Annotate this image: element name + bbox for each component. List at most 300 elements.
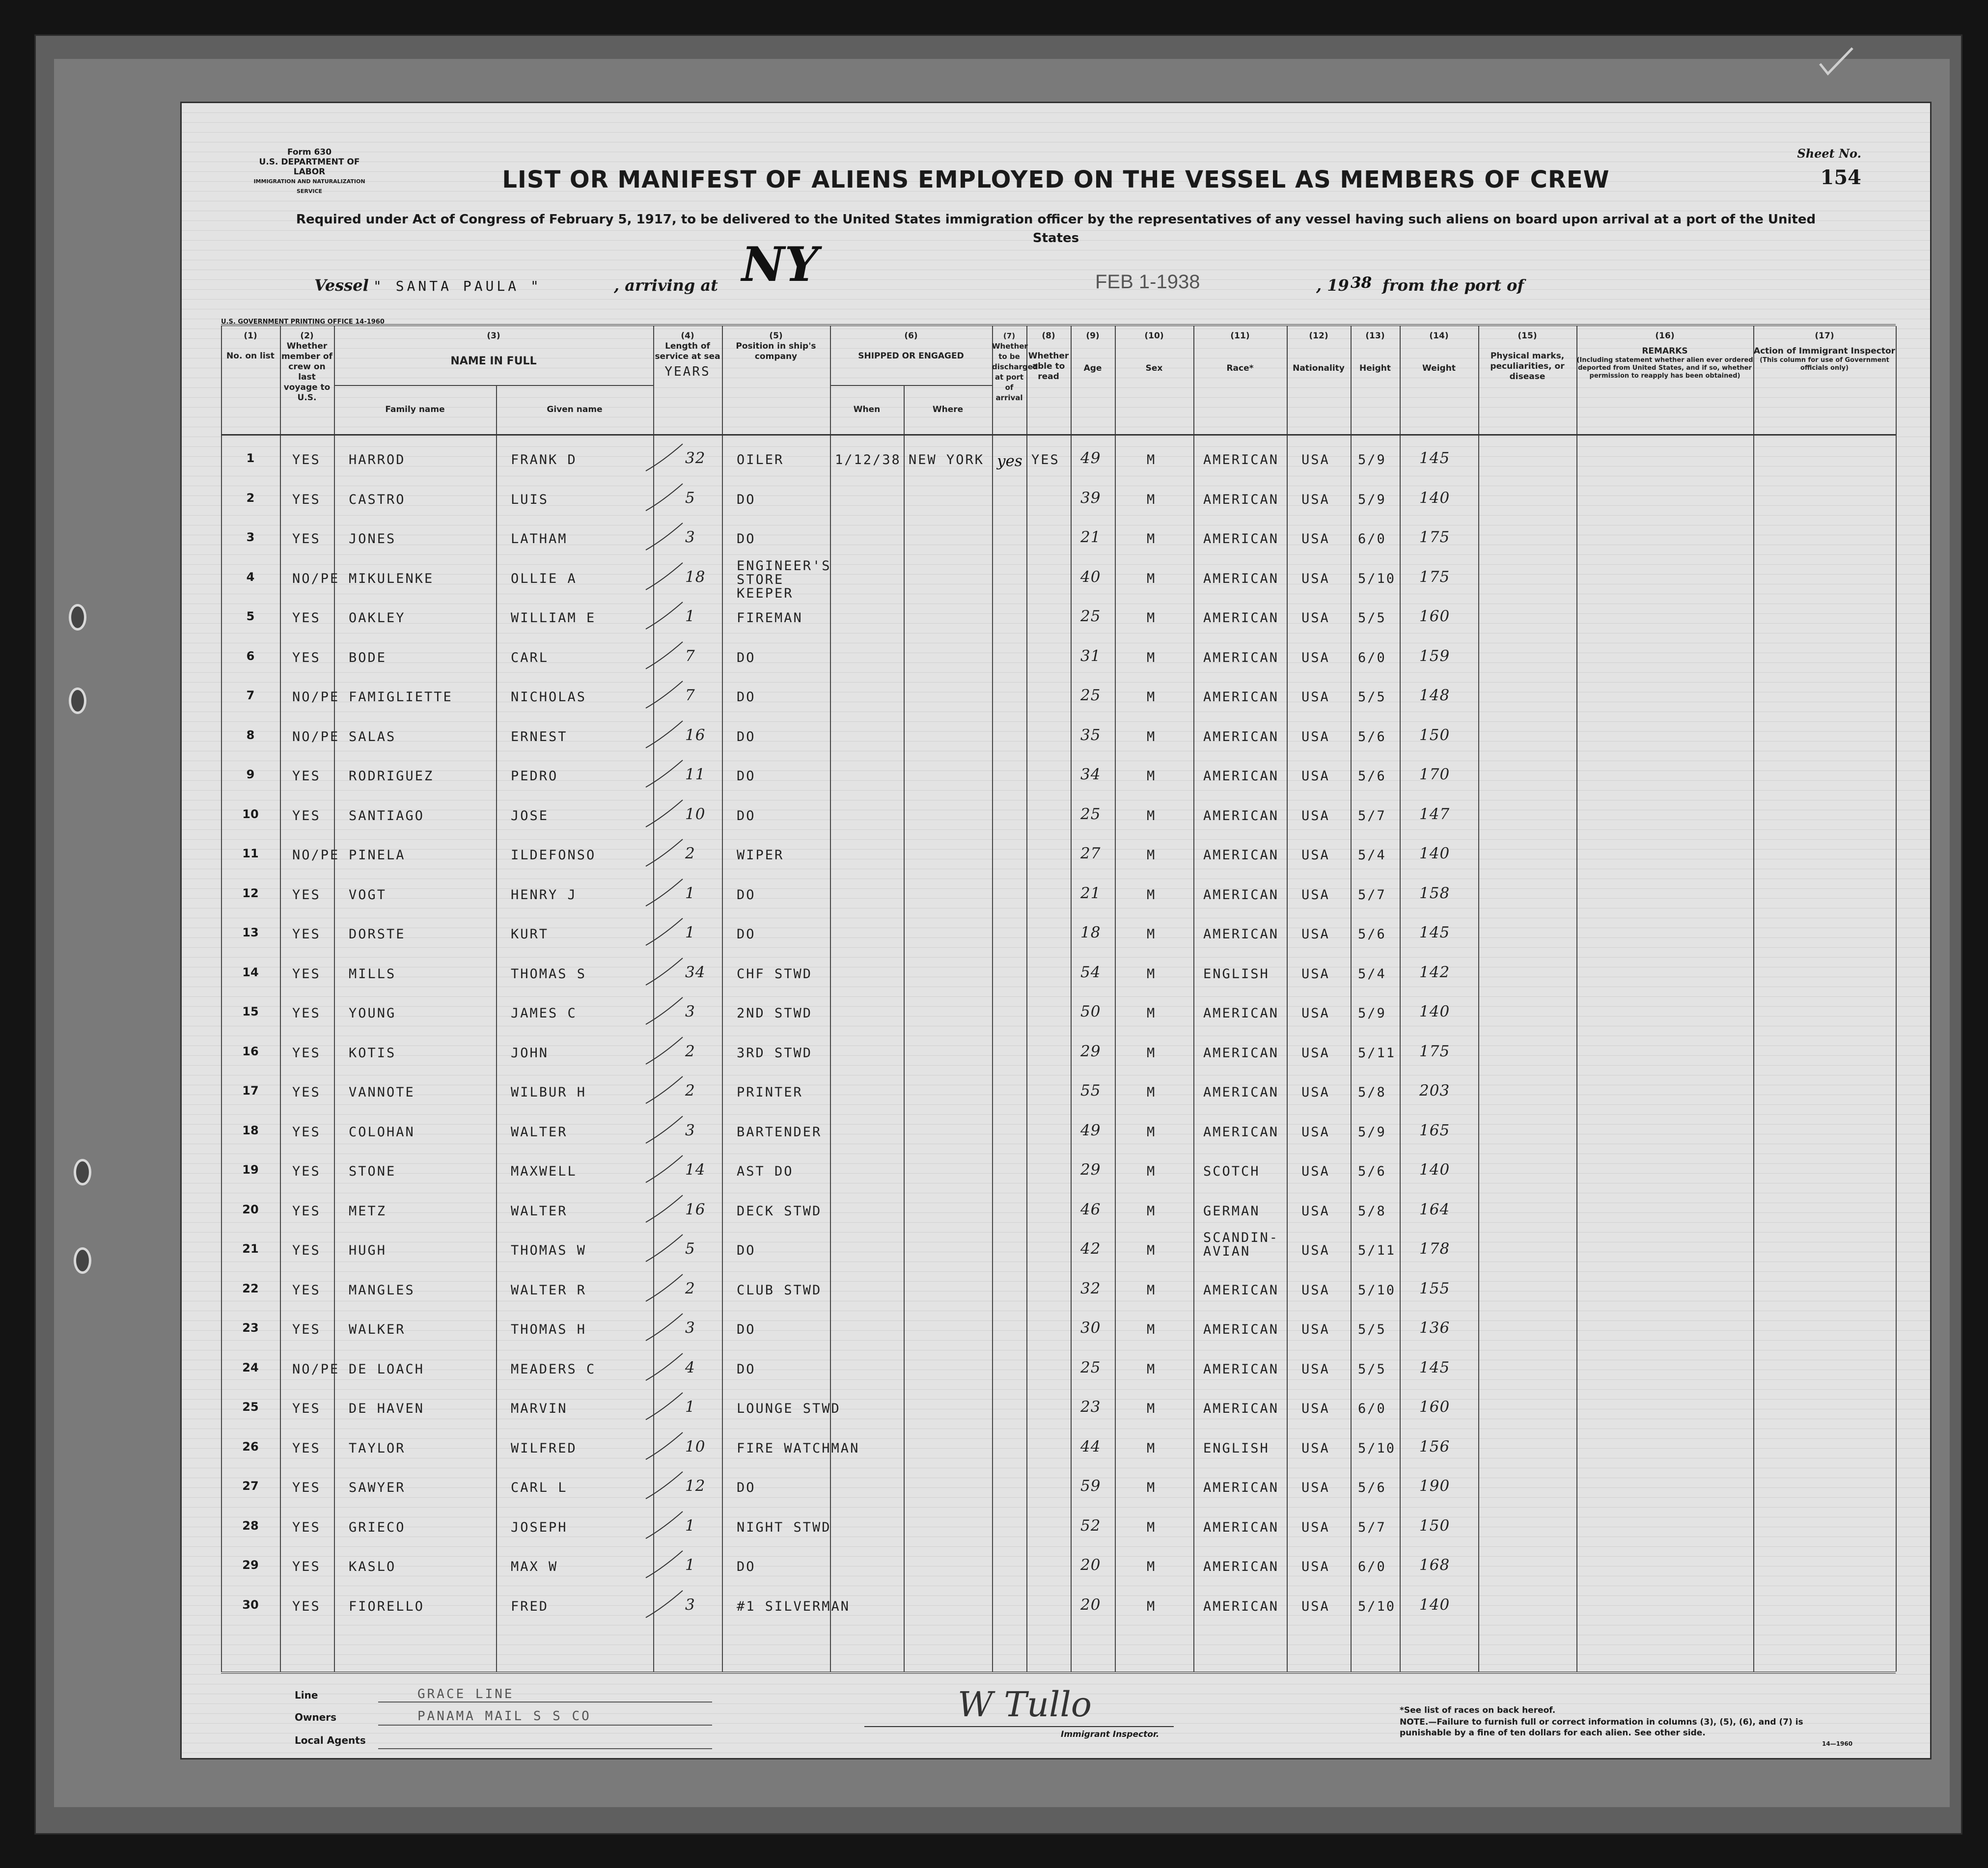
cell-given: MAX W <box>511 1559 558 1574</box>
cell-prev: NO/PE <box>292 689 340 705</box>
cell-read: YES <box>1031 452 1060 467</box>
col15-header: (15) Physical marks, peculiarities, or disease <box>1490 331 1565 382</box>
signature-line <box>864 1726 1174 1727</box>
cell-position: DO <box>737 531 756 547</box>
cell-age: 42 <box>1080 1240 1101 1258</box>
cell-family: OAKLEY <box>349 610 406 626</box>
cell-nat: USA <box>1301 887 1330 903</box>
cell-family: PINELA <box>349 848 406 863</box>
shipped-where-header: Where <box>932 405 964 414</box>
cell-age: 25 <box>1080 607 1101 625</box>
cell-service: 3 <box>685 1319 695 1337</box>
cell-height: 5/6 <box>1358 1480 1386 1495</box>
cell-sex: M <box>1147 1480 1157 1495</box>
cell-nat: USA <box>1301 1361 1330 1377</box>
cell-family: YOUNG <box>349 1006 396 1021</box>
cell-given: CARL <box>511 650 549 665</box>
cell-service: 12 <box>685 1477 706 1495</box>
cell-age: 44 <box>1080 1437 1101 1456</box>
cell-race: AMERICAN <box>1203 531 1279 547</box>
row-number: 25 <box>242 1400 259 1414</box>
cell-weight: 147 <box>1419 805 1450 823</box>
col8-header: (8) Whether able to read <box>1028 331 1069 382</box>
pencil-tick-icon <box>643 916 688 950</box>
cell-prev: NO/PE <box>292 729 340 744</box>
table-row <box>221 1163 1896 1203</box>
cell-prev: YES <box>292 927 321 942</box>
col1-header: (1) No. on list <box>226 331 275 361</box>
cell-family: MILLS <box>349 966 396 982</box>
row-number: 27 <box>242 1479 259 1493</box>
cell-sex: M <box>1147 966 1157 982</box>
cell-service: 1 <box>685 1398 695 1416</box>
race-note: *See list of races on back hereof. <box>1400 1705 1556 1715</box>
row-number: 10 <box>242 807 259 821</box>
cell-position: #1 SILVERMAN <box>737 1598 851 1614</box>
cell-race: AMERICAN <box>1203 729 1279 744</box>
cell-weight: 145 <box>1419 924 1450 941</box>
cell-prev: YES <box>292 610 321 626</box>
cell-service: 1 <box>685 884 695 902</box>
cell-nat: USA <box>1301 1243 1330 1258</box>
cell-given: MAXWELL <box>511 1164 577 1179</box>
cell-nat: USA <box>1301 1598 1330 1614</box>
cell-given: THOMAS S <box>511 966 587 982</box>
cell-service: 3 <box>685 1595 695 1614</box>
vessel-label: Vessel <box>314 276 369 295</box>
cell-position: DO <box>737 1480 756 1495</box>
cell-prev: YES <box>292 650 321 665</box>
cell-age: 21 <box>1080 884 1101 902</box>
cell-weight: 150 <box>1419 726 1450 744</box>
col12-header: (12) Nationality <box>1293 331 1345 373</box>
row-number: 1 <box>246 451 255 465</box>
cell-sex: M <box>1147 452 1157 467</box>
row-number: 29 <box>242 1558 259 1572</box>
cell-position: FIRE WATCHMAN <box>737 1440 860 1456</box>
cell-service: 2 <box>685 845 695 862</box>
table-bottom-rule <box>221 1672 1896 1674</box>
vessel-line <box>314 237 1788 301</box>
row-number: 18 <box>242 1123 259 1137</box>
binder-hole <box>69 604 86 631</box>
cell-weight: 140 <box>1419 1595 1450 1614</box>
agents-label: Local Agents <box>295 1734 366 1746</box>
cell-weight: 148 <box>1419 687 1450 704</box>
cell-service: 16 <box>685 726 706 744</box>
manifest-page <box>182 103 1930 1758</box>
cell-age: 27 <box>1080 845 1101 862</box>
table-row <box>221 688 1896 728</box>
cell-weight: 203 <box>1419 1082 1450 1099</box>
table-row <box>221 728 1896 768</box>
cell-height: 5/5 <box>1358 1322 1386 1337</box>
pencil-tick-icon <box>643 1390 688 1425</box>
row-number: 15 <box>242 1005 259 1018</box>
cell-race: AMERICAN <box>1203 571 1279 586</box>
pencil-tick-icon <box>643 718 688 753</box>
cell-prev: YES <box>292 1243 321 1258</box>
cell-family: BODE <box>349 650 387 665</box>
binder-hole <box>74 1159 91 1185</box>
row-number: 24 <box>242 1360 259 1374</box>
pencil-tick-icon <box>643 481 688 516</box>
cell-given: WILBUR H <box>511 1085 587 1100</box>
cell-height: 5/5 <box>1358 1361 1386 1377</box>
sheet-number: 154 <box>1820 166 1861 189</box>
cell-sex: M <box>1147 689 1157 705</box>
cell-nat: USA <box>1301 927 1330 942</box>
cell-position: OILER <box>737 452 784 467</box>
cell-height: 5/9 <box>1358 1006 1386 1021</box>
arriving-label: , arriving at <box>614 276 718 295</box>
cell-given: WALTER <box>511 1124 568 1140</box>
sheet-number-label: Sheet No. <box>1797 146 1861 161</box>
table-row <box>221 1358 1896 1401</box>
cell-race: AMERICAN <box>1203 887 1279 903</box>
pencil-tick-icon <box>643 521 688 555</box>
cell-prev: YES <box>292 1045 321 1061</box>
cell-given: ILDEFONSO <box>511 848 596 863</box>
cell-service: 1 <box>685 607 695 625</box>
cell-race: AMERICAN <box>1203 927 1279 942</box>
cell-family: KASLO <box>349 1559 396 1574</box>
cell-nat: USA <box>1301 452 1330 467</box>
cell-sex: M <box>1147 808 1157 824</box>
cell-given: FRANK D <box>511 452 577 467</box>
cell-height: 6/0 <box>1358 1401 1386 1416</box>
cell-sex: M <box>1147 1440 1157 1456</box>
cell-prev: YES <box>292 1598 321 1614</box>
cell-prev: YES <box>292 1322 321 1337</box>
cell-family: SANTIAGO <box>349 808 425 824</box>
cell-position: 3RD STWD <box>737 1045 813 1061</box>
cell-weight: 168 <box>1419 1556 1450 1574</box>
cell-service: 2 <box>685 1279 695 1297</box>
cell-age: 55 <box>1080 1082 1101 1099</box>
row-number: 22 <box>242 1281 259 1295</box>
line-value: GRACE LINE <box>417 1687 514 1702</box>
cell-position: PRINTER <box>737 1085 803 1100</box>
cell-age: 20 <box>1080 1595 1101 1614</box>
cell-age: 21 <box>1080 528 1101 546</box>
cell-age: 46 <box>1080 1200 1101 1218</box>
cell-height: 5/6 <box>1358 729 1386 744</box>
cell-position: CLUB STWD <box>737 1282 822 1298</box>
cell-when: 1/12/38 <box>835 452 901 467</box>
cell-weight: 164 <box>1419 1200 1450 1218</box>
cell-age: 39 <box>1080 489 1101 507</box>
cell-sex: M <box>1147 1401 1157 1416</box>
penalty-note: NOTE.—Failure to furnish full or correct information in columns (3), (5), (6), and (7) is punishable by a fine of ten dollars for each alien. See other side. <box>1400 1717 1803 1738</box>
table-row <box>221 965 1896 1005</box>
cell-service: 5 <box>685 1240 695 1258</box>
cell-race: AMERICAN <box>1203 1559 1279 1574</box>
cell-nat: USA <box>1301 1322 1330 1337</box>
row-number: 21 <box>242 1242 259 1256</box>
cell-service: 3 <box>685 528 695 546</box>
cell-given: JOSE <box>511 808 549 824</box>
cell-prev: YES <box>292 531 321 547</box>
cell-family: FIORELLO <box>349 1598 425 1614</box>
pencil-tick-icon <box>643 877 688 911</box>
table-row <box>221 1558 1896 1598</box>
cell-race: AMERICAN <box>1203 769 1279 784</box>
cell-weight: 178 <box>1419 1240 1450 1258</box>
cell-age: 49 <box>1080 1121 1101 1139</box>
cell-age: 25 <box>1080 1358 1101 1376</box>
table-row <box>221 1044 1896 1084</box>
pencil-tick-icon <box>643 758 688 792</box>
service-name: IMMIGRATION AND NATURALIZATION SERVICE <box>253 178 365 194</box>
cell-age: 31 <box>1080 647 1101 665</box>
cell-height: 5/11 <box>1358 1045 1396 1061</box>
cell-race: GERMAN <box>1203 1203 1260 1219</box>
printer-note: U.S. GOVERNMENT PRINTING OFFICE 14-1960 <box>221 318 385 326</box>
vessel-name: " SANTA PAULA " <box>373 278 542 294</box>
table-row <box>221 1230 1896 1282</box>
cell-nat: USA <box>1301 808 1330 824</box>
cell-prev: YES <box>292 492 321 507</box>
col16-header: (16) REMARKS (Including statement whether alien ever ordered deported from United States, and if so, whether permission to reapply has been obtained) <box>1576 331 1753 380</box>
cell-prev: YES <box>292 1559 321 1574</box>
table-row <box>221 1084 1896 1124</box>
cell-prev: YES <box>292 1480 321 1495</box>
cell-family: CASTRO <box>349 492 406 507</box>
cell-given: ERNEST <box>511 729 568 744</box>
table-row <box>221 530 1896 570</box>
cell-given: WALTER <box>511 1203 568 1219</box>
cell-nat: USA <box>1301 769 1330 784</box>
cell-nat: USA <box>1301 1401 1330 1416</box>
cell-given: OLLIE A <box>511 571 577 586</box>
page-title: LIST OR MANIFEST OF ALIENS EMPLOYED ON THE VESSEL AS MEMBERS OF CREW <box>502 166 1610 193</box>
cell-weight: 140 <box>1419 1161 1450 1179</box>
cell-prev: YES <box>292 1164 321 1179</box>
cell-given: THOMAS H <box>511 1322 587 1337</box>
cell-sex: M <box>1147 1124 1157 1140</box>
cell-age: 30 <box>1080 1319 1101 1337</box>
cell-service: 3 <box>685 1003 695 1020</box>
cell-height: 5/9 <box>1358 1124 1386 1140</box>
cell-nat: USA <box>1301 1282 1330 1298</box>
row-number: 19 <box>242 1163 259 1177</box>
cell-family: METZ <box>349 1203 387 1219</box>
cell-service: 34 <box>685 963 706 981</box>
owners-value: PANAMA MAIL S S CO <box>417 1709 591 1724</box>
cell-position: DO <box>737 927 756 942</box>
cell-race: AMERICAN <box>1203 848 1279 863</box>
row-number: 4 <box>246 570 255 584</box>
table-row <box>221 1400 1896 1440</box>
cell-nat: USA <box>1301 492 1330 507</box>
cell-given: JOSEPH <box>511 1519 568 1535</box>
cell-position: FIREMAN <box>737 610 803 626</box>
cell-race: AMERICAN <box>1203 452 1279 467</box>
shipped-header-rule <box>830 385 992 386</box>
cell-height: 5/10 <box>1358 571 1396 586</box>
pencil-tick-icon <box>643 1232 688 1266</box>
cell-sex: M <box>1147 887 1157 903</box>
col14-header: (14) Weight <box>1422 331 1456 373</box>
pencil-tick-icon <box>643 797 688 832</box>
cell-race: ENGLISH <box>1203 966 1270 982</box>
cell-nat: USA <box>1301 571 1330 586</box>
cell-nat: USA <box>1301 1006 1330 1021</box>
cell-weight: 136 <box>1419 1319 1450 1337</box>
row-number: 26 <box>242 1439 259 1454</box>
cell-height: 5/9 <box>1358 452 1386 467</box>
cell-nat: USA <box>1301 1085 1330 1100</box>
cell-nat: USA <box>1301 1124 1330 1140</box>
cell-given: PEDRO <box>511 769 558 784</box>
cell-weight: 190 <box>1419 1477 1450 1495</box>
cell-prev: YES <box>292 1203 321 1219</box>
cell-sex: M <box>1147 1203 1157 1219</box>
cell-family: HARROD <box>349 452 406 467</box>
name-header-rule <box>334 385 653 386</box>
cell-family: STONE <box>349 1164 396 1179</box>
pencil-tick-icon <box>643 1430 688 1464</box>
cell-sex: M <box>1147 1519 1157 1535</box>
cell-age: 18 <box>1080 924 1101 941</box>
pencil-tick-icon <box>643 1588 688 1622</box>
cell-family: VOGT <box>349 887 387 903</box>
row-number: 14 <box>242 965 259 979</box>
cell-height: 5/5 <box>1358 689 1386 705</box>
page-subtitle: Required under Act of Congress of February 5, 1917, to be delivered to the United States immigration officer by the representatives of any vessel having such aliens on board upon arrival at a port of the United States <box>296 212 1816 246</box>
cell-service: 11 <box>685 766 706 783</box>
cell-race: AMERICAN <box>1203 650 1279 665</box>
cell-family: VANNOTE <box>349 1085 415 1100</box>
cell-family: FAMIGLIETTE <box>349 689 453 705</box>
cell-age: 34 <box>1080 766 1101 783</box>
table-row <box>221 768 1896 807</box>
crew-table <box>221 324 1896 1672</box>
row-number: 6 <box>246 649 255 663</box>
cell-family: JONES <box>349 531 396 547</box>
cell-prev: YES <box>292 1401 321 1416</box>
cell-given: FRED <box>511 1598 549 1614</box>
cell-height: 5/4 <box>1358 848 1386 863</box>
cell-nat: USA <box>1301 1480 1330 1495</box>
cell-given: JOHN <box>511 1045 549 1061</box>
cell-height: 5/10 <box>1358 1282 1396 1298</box>
cell-family: WALKER <box>349 1322 406 1337</box>
cell-weight: 175 <box>1419 568 1450 586</box>
cell-age: 52 <box>1080 1516 1101 1535</box>
row-number: 16 <box>242 1044 259 1058</box>
cell-family: SALAS <box>349 729 396 744</box>
pencil-tick-icon <box>643 560 688 595</box>
cell-position: LOUNGE STWD <box>737 1401 841 1416</box>
cell-position: DO <box>737 769 756 784</box>
cell-family: TAYLOR <box>349 1440 406 1456</box>
table-row <box>221 847 1896 886</box>
cell-height: 5/6 <box>1358 769 1386 784</box>
cell-height: 5/11 <box>1358 1243 1396 1258</box>
pencil-tick-icon <box>643 837 688 871</box>
cell-given: HENRY J <box>511 887 577 903</box>
col6-header: (6) SHIPPED OR ENGAGED <box>858 331 964 361</box>
cell-service: 7 <box>685 687 695 704</box>
cell-position: CHF STWD <box>737 966 813 982</box>
row-number: 23 <box>242 1321 259 1335</box>
cell-sex: M <box>1147 610 1157 626</box>
cell-weight: 175 <box>1419 528 1450 546</box>
cell-family: RODRIGUEZ <box>349 769 434 784</box>
cell-weight: 140 <box>1419 489 1450 507</box>
cell-age: 20 <box>1080 1556 1101 1574</box>
cell-race: AMERICAN <box>1203 689 1279 705</box>
owners-label: Owners <box>295 1711 337 1723</box>
cell-age: 49 <box>1080 449 1101 467</box>
pencil-tick-icon <box>643 1469 688 1504</box>
cell-weight: 142 <box>1419 963 1450 981</box>
form-number: Form 630 <box>287 147 332 157</box>
cell-service: 32 <box>685 449 706 467</box>
cell-sex: M <box>1147 927 1157 942</box>
cell-family: COLOHAN <box>349 1124 415 1140</box>
table-row <box>221 1516 1896 1559</box>
cell-service: 2 <box>685 1042 695 1060</box>
cell-position: DO <box>737 1322 756 1337</box>
cell-sex: M <box>1147 650 1157 665</box>
col3-header: (3) NAME IN FULL <box>450 331 537 367</box>
pencil-tick-icon <box>643 1035 688 1069</box>
year-prefix: , 19 <box>1316 276 1349 295</box>
cell-nat: USA <box>1301 1045 1330 1061</box>
table-row <box>221 1595 1896 1638</box>
cell-nat: USA <box>1301 650 1330 665</box>
cell-position: DO <box>737 887 756 903</box>
table-row <box>221 1321 1896 1361</box>
pencil-tick-icon <box>643 1153 688 1187</box>
cell-where: NEW YORK <box>909 452 985 467</box>
table-row <box>221 926 1896 965</box>
cell-prev: YES <box>292 887 321 903</box>
cell-position: WIPER <box>737 848 784 863</box>
table-row <box>221 1005 1896 1044</box>
cell-service: 1 <box>685 1516 695 1535</box>
cell-weight: 145 <box>1419 449 1450 467</box>
cell-sex: M <box>1147 1282 1157 1298</box>
cell-nat: USA <box>1301 848 1330 863</box>
cell-position: DO <box>737 1243 756 1258</box>
cell-race: ENGLISH <box>1203 1440 1270 1456</box>
cell-service: 10 <box>685 805 706 823</box>
cell-weight: 150 <box>1419 1516 1450 1535</box>
col10-header: (10) Sex <box>1144 331 1164 373</box>
pencil-tick-icon <box>643 1114 688 1148</box>
cell-race: SCOTCH <box>1203 1164 1260 1179</box>
cell-service: 10 <box>685 1437 706 1456</box>
cell-race: AMERICAN <box>1203 1519 1279 1535</box>
cell-family: MANGLES <box>349 1282 415 1298</box>
cell-sex: M <box>1147 1598 1157 1614</box>
cell-prev: YES <box>292 1124 321 1140</box>
cell-race: AMERICAN <box>1203 1045 1279 1061</box>
row-number: 3 <box>246 530 255 544</box>
row-number: 30 <box>242 1597 259 1612</box>
cell-weight: 155 <box>1419 1279 1450 1297</box>
line-label: Line <box>295 1689 318 1701</box>
pencil-tick-icon <box>643 1272 688 1306</box>
given-name-header: Given name <box>547 405 603 414</box>
cell-race: AMERICAN <box>1203 492 1279 507</box>
cell-height: 5/7 <box>1358 887 1386 903</box>
cell-weight: 159 <box>1419 647 1450 665</box>
